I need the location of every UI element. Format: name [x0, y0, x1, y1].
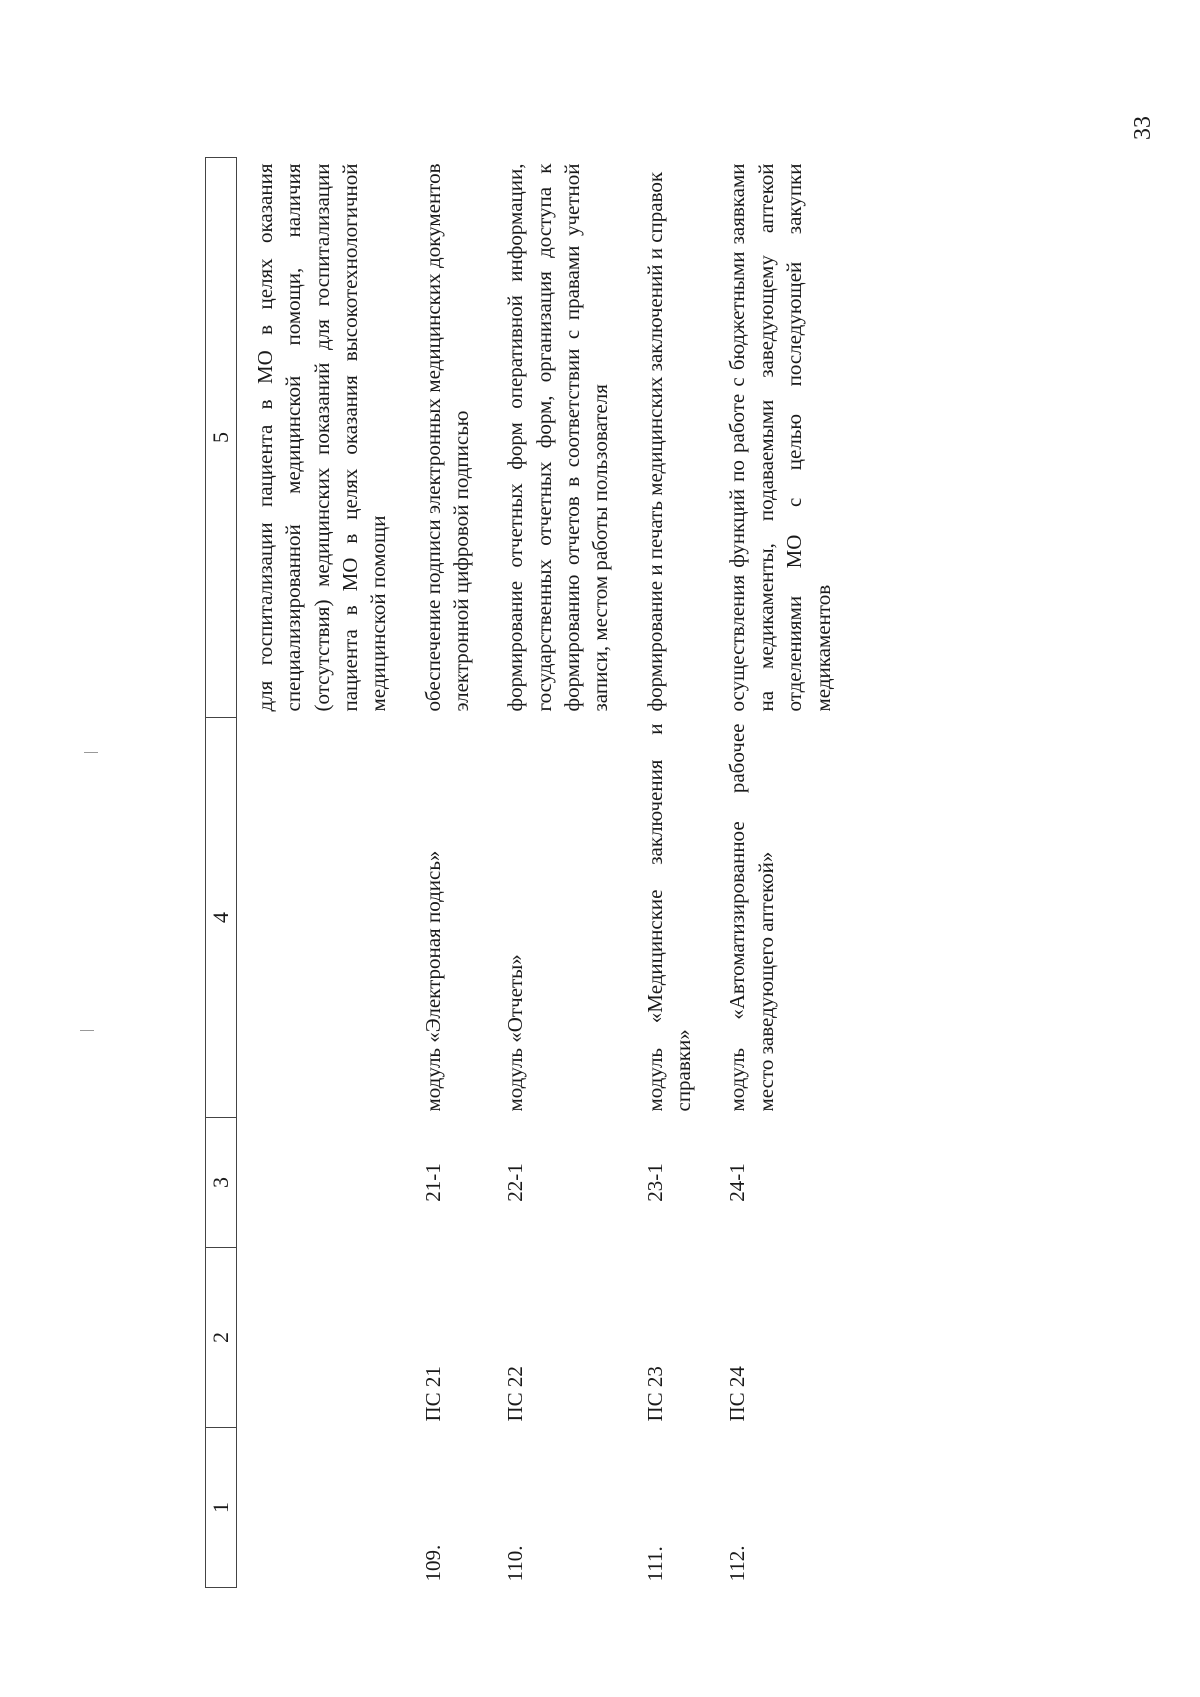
row-system: ПС 24 — [725, 1366, 750, 1422]
scan-mark — [80, 1030, 94, 1031]
row-description: обеспечение подписи электронных медицинских документов электронной цифровой подписью — [420, 163, 474, 712]
header-col-4: 4 — [206, 718, 237, 1118]
page-number: 33 — [1130, 116, 1156, 140]
row-code: 22-1 — [503, 1163, 528, 1202]
scan-mark — [84, 752, 98, 753]
table-row — [237, 158, 405, 1588]
rotated-table-frame — [205, 158, 1005, 1588]
row-module: модуль «Автоматизированное рабочее место заведующего аптекой» — [725, 723, 778, 1112]
row-description: осуществления функций по работе с бюджетными заявками на медикаменты, подаваемыми заведующему аптекой отделениями МО с целью последующей закупки медикаментов — [725, 163, 835, 712]
requirements-table — [205, 157, 849, 1588]
row-description: формирование отчетных форм оперативной информации, государственных отчетных форм, организация доступа к формированию отчетов в соответствии с правами учетной записи, местом работы пользователя — [503, 163, 613, 712]
header-col-1: 1 — [206, 1428, 237, 1588]
table-row — [709, 158, 848, 1588]
row-module: модуль «Электроная подись» — [420, 850, 445, 1112]
row-module: модуль «Отчеты» — [503, 954, 528, 1112]
row-number — [237, 1428, 405, 1588]
table-row — [627, 158, 710, 1588]
row-number: 109. — [420, 1544, 445, 1582]
row-code: 24-1 — [725, 1163, 750, 1202]
row-system: ПС 23 — [642, 1366, 667, 1422]
row-code — [237, 1118, 405, 1248]
row-description: для госпитализации пациента в МО в целях оказания специализированной медицинской помощи, наличия (отсутствия) медицинских показаний для госпитализации пациента в МО в целях оказания высокотехнологичной медицинской помощи — [253, 163, 391, 712]
row-system: ПС 22 — [503, 1366, 528, 1422]
header-row — [206, 158, 237, 1588]
row-system — [237, 1248, 405, 1428]
row-number: 112. — [725, 1545, 750, 1582]
row-number: 111. — [642, 1546, 667, 1582]
header-col-2: 2 — [206, 1248, 237, 1428]
row-code: 23-1 — [642, 1163, 667, 1202]
row-system: ПС 21 — [420, 1366, 445, 1422]
table-row — [487, 158, 626, 1588]
row-description: формирование и печать медицинских заключений и справок — [642, 171, 667, 712]
row-module — [237, 718, 405, 1118]
row-number: 110. — [503, 1545, 528, 1582]
header-col-3: 3 — [206, 1118, 237, 1248]
header-col-5: 5 — [206, 158, 237, 718]
row-code: 21-1 — [420, 1163, 445, 1202]
table-row — [405, 158, 488, 1588]
row-module: модуль «Медицинские заключения и справки» — [642, 723, 696, 1112]
